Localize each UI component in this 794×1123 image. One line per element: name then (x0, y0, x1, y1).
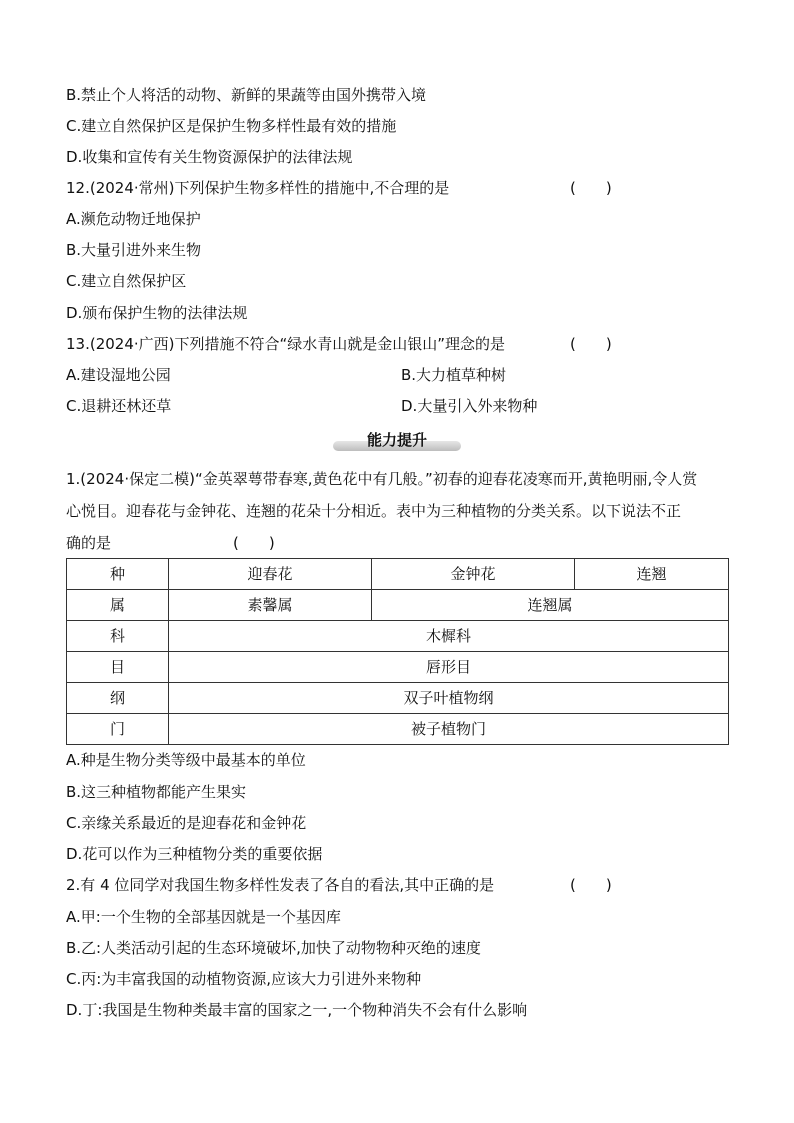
genus-lianqiao: 连翘属 (372, 590, 729, 621)
q13-stem: 13.(2024·广西)下列措施不符合“绿水青山就是金山银山”理念的是 (66, 335, 506, 353)
q12-option-b: B.大量引进外来生物 (66, 241, 202, 259)
row-label-family: 科 (67, 621, 169, 652)
phylum-value: 被子植物门 (169, 714, 729, 745)
p2-stem: 2.有 4 位同学对我国生物多样性发表了各自的看法,其中正确的是 (66, 876, 495, 894)
p1-option-d: D.花可以作为三种植物分类的重要依据 (66, 845, 323, 863)
p2-option-a: A.甲:一个生物的全部基因就是一个基因库 (66, 908, 341, 926)
q13-option-d: D.大量引入外来物种 (401, 397, 538, 415)
row-label-order: 目 (67, 652, 169, 683)
q13-option-a: A.建设湿地公园 (66, 366, 171, 384)
p1-stem-line3: 确的是 (66, 534, 112, 552)
p2-option-d: D.丁:我国是生物种类最丰富的国家之一,一个物种消失不会有什么影响 (66, 1001, 528, 1019)
class-value: 双子叶植物纲 (169, 683, 729, 714)
prev-option-c: C.建立自然保护区是保护生物多样性最有效的措施 (66, 117, 397, 135)
family-value: 木樨科 (169, 621, 729, 652)
p1-stem-line1: 1.(2024·保定二模)“金英翠萼带春寒,黄色花中有几般。”初春的迎春花凌寒而开,黄艳明丽,令人赏 (66, 470, 698, 488)
q13-option-b: B.大力植草种树 (401, 366, 507, 384)
genus-suxin: 素馨属 (169, 590, 372, 621)
q13-option-c: C.退耕还林还草 (66, 397, 172, 415)
q12-option-a: A.濒危动物迁地保护 (66, 210, 201, 228)
row-label-genus: 属 (67, 590, 169, 621)
p1-stem-line2: 心悦目。迎春花与金钟花、连翘的花朵十分相近。表中为三种植物的分类关系。以下说法不正 (66, 502, 682, 520)
p2-answer-bracket: ( ) (570, 876, 612, 894)
order-value: 唇形目 (169, 652, 729, 683)
q12-option-c: C.建立自然保护区 (66, 272, 187, 290)
p1-answer-bracket: ( ) (233, 534, 275, 552)
table-row-species (67, 559, 729, 590)
section-heading-label: 能力提升 (366, 431, 427, 449)
row-label-phylum: 门 (67, 714, 169, 745)
p2-option-c: C.丙:为丰富我国的动植物资源,应该大力引进外来物种 (66, 970, 422, 988)
p2-option-b: B.乙:人类活动引起的生态环境破坏,加快了动物物种灭绝的速度 (66, 939, 481, 957)
q13-answer-bracket: ( ) (570, 335, 612, 353)
q12-option-d: D.颁布保护生物的法律法规 (66, 304, 248, 322)
section-heading (333, 430, 461, 452)
species-lianqiao: 连翘 (575, 559, 729, 590)
table-row-order (67, 652, 729, 683)
table-row-genus (67, 590, 729, 621)
p1-option-c: C.亲缘关系最近的是迎春花和金钟花 (66, 814, 307, 832)
p1-option-a: A.种是生物分类等级中最基本的单位 (66, 751, 306, 769)
row-label-species: 种 (67, 559, 169, 590)
row-label-class: 纲 (67, 683, 169, 714)
table-row-phylum (67, 714, 729, 745)
prev-option-d: D.收集和宣传有关生物资源保护的法律法规 (66, 148, 353, 166)
q12-answer-bracket: ( ) (570, 179, 612, 197)
species-yingchunhua: 迎春花 (169, 559, 372, 590)
table-row-family (67, 621, 729, 652)
classification-table (66, 558, 729, 745)
table-row-class (67, 683, 729, 714)
species-jinzhonghua: 金钟花 (372, 559, 575, 590)
q12-stem: 12.(2024·常州)下列保护生物多样性的措施中,不合理的是 (66, 179, 450, 197)
p1-option-b: B.这三种植物都能产生果实 (66, 783, 247, 801)
prev-option-b: B.禁止个人将活的动物、新鲜的果蔬等由国外携带入境 (66, 86, 427, 104)
